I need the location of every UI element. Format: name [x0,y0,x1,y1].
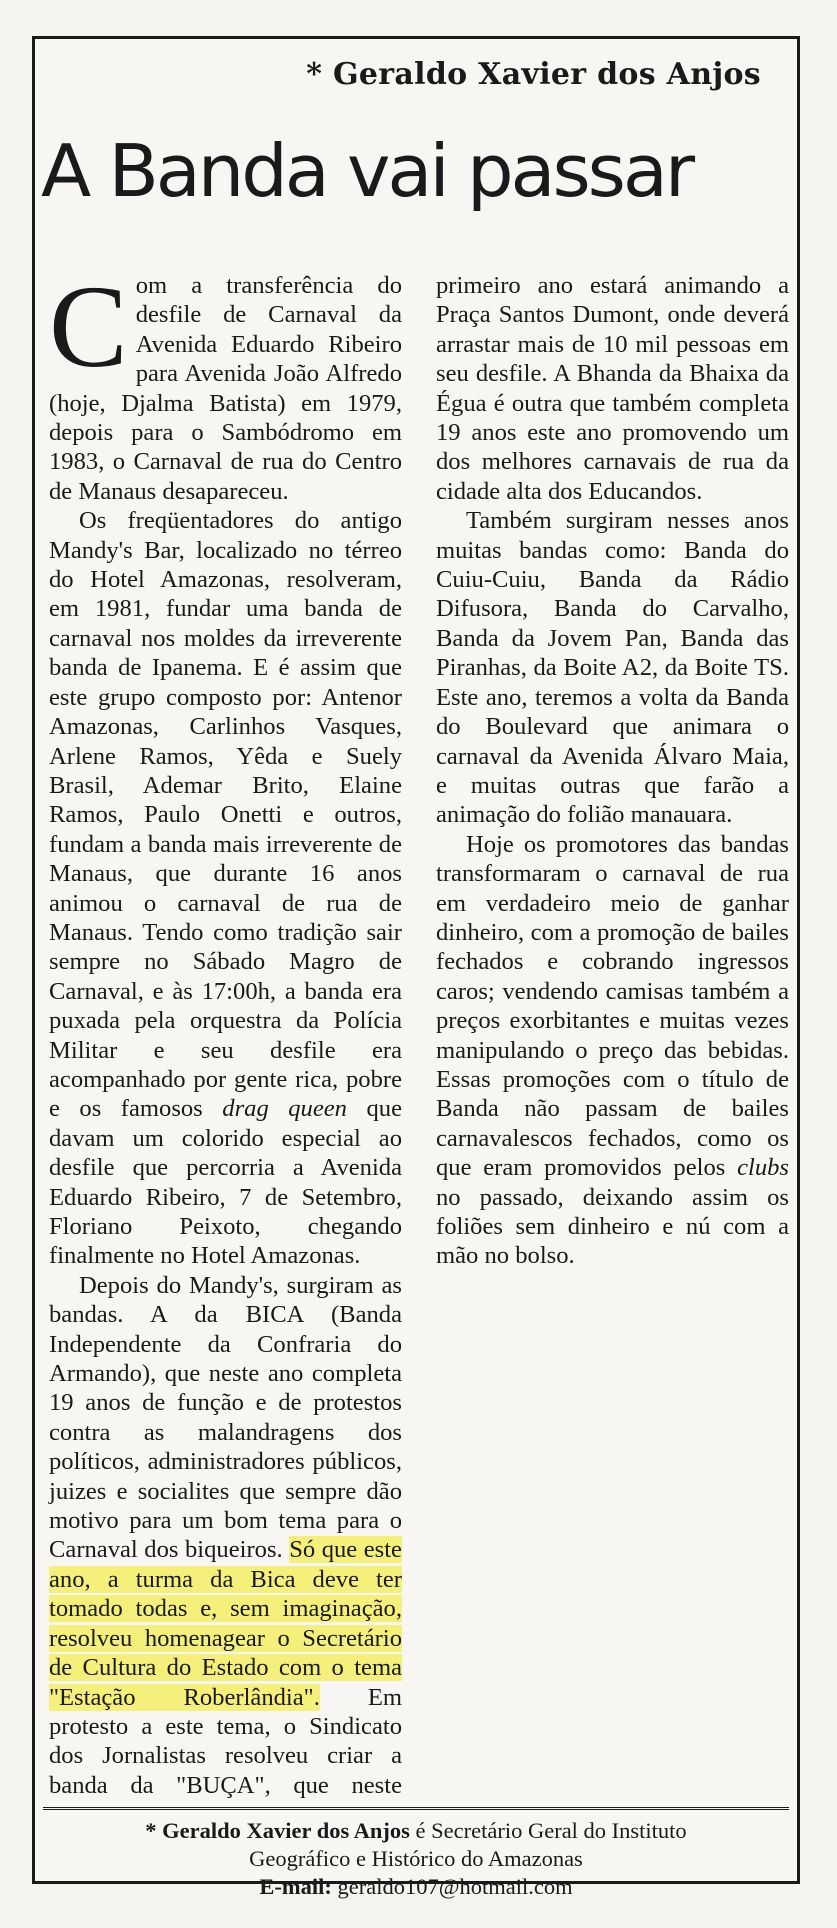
paragraph-3-text: Depois do Mandy's, surgiram as bandas. A da BICA (Banda Independente da Confraria do Armando), que neste ano completa 19 anos de função e de protestos contra as malandragens dos políticos, administradores públicos, juizes e socialites que sempre dão motivo para um bom tema para o Carnaval dos biqueiros. [49,1271,402,1564]
headline: A Banda vai passar [41,129,692,213]
footer-author: * Geraldo Xavier dos Anjos [145,1818,410,1843]
footer-line-1 [35,1817,797,1845]
paragraph-1-text: om a transferência do desfile de Carnaval da Avenida Eduardo Ribeiro para Avenida João Alfredo (hoje, Djalma Batista) em 1979, depois para o Sambódromo em 1983, o Carnaval de rua do Centro de Manaus desapareceu. [49,272,402,505]
paragraph-1 [49,261,402,506]
paragraph-5-text: Hoje os promotores das bandas transformaram o carnaval de rua em verdadeiro meio de ganhar dinheiro, com a promoção de bailes fechados e cobrando ingressos caros; vendendo camisas também a preços exorbitantes e muitas vezes manipulando o preço das bebidas. Essas promoções com o título de Banda não passam de bailes carnavalescos fechados, como os que eram promovidos pelos [436,830,789,1182]
highlighted-text: Só que este ano, a turma da Bica deve ter tomado todas e, sem imaginação, resolveu homenagear o Secretário de Cultura do Estado com o tema "Estação Roberlândia". [49,1536,402,1711]
article-frame [32,36,800,1899]
paragraph-2 [49,506,402,1271]
article-body [49,261,789,1801]
paragraph-3-end: Em protesto a este tema, o Sindicato dos Jornalistas resolveu criar a banda da "BUÇA", que neste primeiro ano estará animando a Praça Santos Dumont, onde deverá arrastar mais de 10 mil pessoas em seu desfile. A Bhanda da Bhaixa da Égua é outra que também completa 19 anos este ano promovendo um dos melhores carnavais de rua da cidade alta dos Educandos. [49,272,789,1799]
paragraph-2-text: Os freqüentadores do antigo Mandy's Bar, localizado no térreo do Hotel Amazonas, resolveram, em 1981, fundar uma banda de carnaval nos moldes da irreverente banda de Ipanema. E é assim que este grupo composto por: Antenor Amazonas, Carlinhos Vasques, Arlene Ramos, Yêda e Suely Brasil, Ademar Brito, Elaine Ramos, Paulo Onetti e outros, fundam a banda mais irreverente de Manaus, que durante 16 anos animou o carnaval de rua de Manaus. Tendo como tradição sair sempre no Sábado Magro de Carnaval, e às 17:00h, a banda era puxada pela orquestra da Polícia Militar e seu desfile era acompanhado por gente rica, pobre e os famosos [49,507,402,1123]
paragraph-2-italic: drag queen [222,1095,347,1123]
drop-cap: C [49,261,128,392]
paragraph-5-italic: clubs [737,1154,789,1182]
footer-role-2: Geográfico e Histórico do Amazonas [249,1846,583,1871]
author-footer [35,1817,797,1901]
email-address: geraldo107@hotmail.com [337,1874,573,1899]
paragraph-5 [436,830,789,1271]
footer-email-line [35,1873,797,1901]
author-byline: * Geraldo Xavier dos Anjos [306,57,761,92]
footer-divider [43,1807,789,1810]
paragraph-5-end: no passado, deixando assim os foliões sem dinheiro e nú com a mão no bolso. [436,1183,789,1270]
paragraph-4: Também surgiram nesses anos muitas bandas como: Banda do Cuiu-Cuiu, Banda da Rádio Difusora, Banda do Carvalho, Banda da Jovem Pan, Banda das Piranhas, da Boite A2, da Boite TS. Este ano, teremos a volta da Banda do Boulevard que animara o carnaval da Avenida Álvaro Maia, e muitas outras que farão a animação do folião manauara. [436,507,789,829]
paragraph-2-end: que davam um colorido especial ao desfile que percorria a Avenida Eduardo Ribeiro, 7 de Setembro, Floriano Peixoto, chegando finalmente no Hotel Amazonas. [49,1095,402,1270]
footer-role-1: é Secretário Geral do Instituto [415,1818,687,1843]
email-label: E-mail: [259,1874,332,1899]
